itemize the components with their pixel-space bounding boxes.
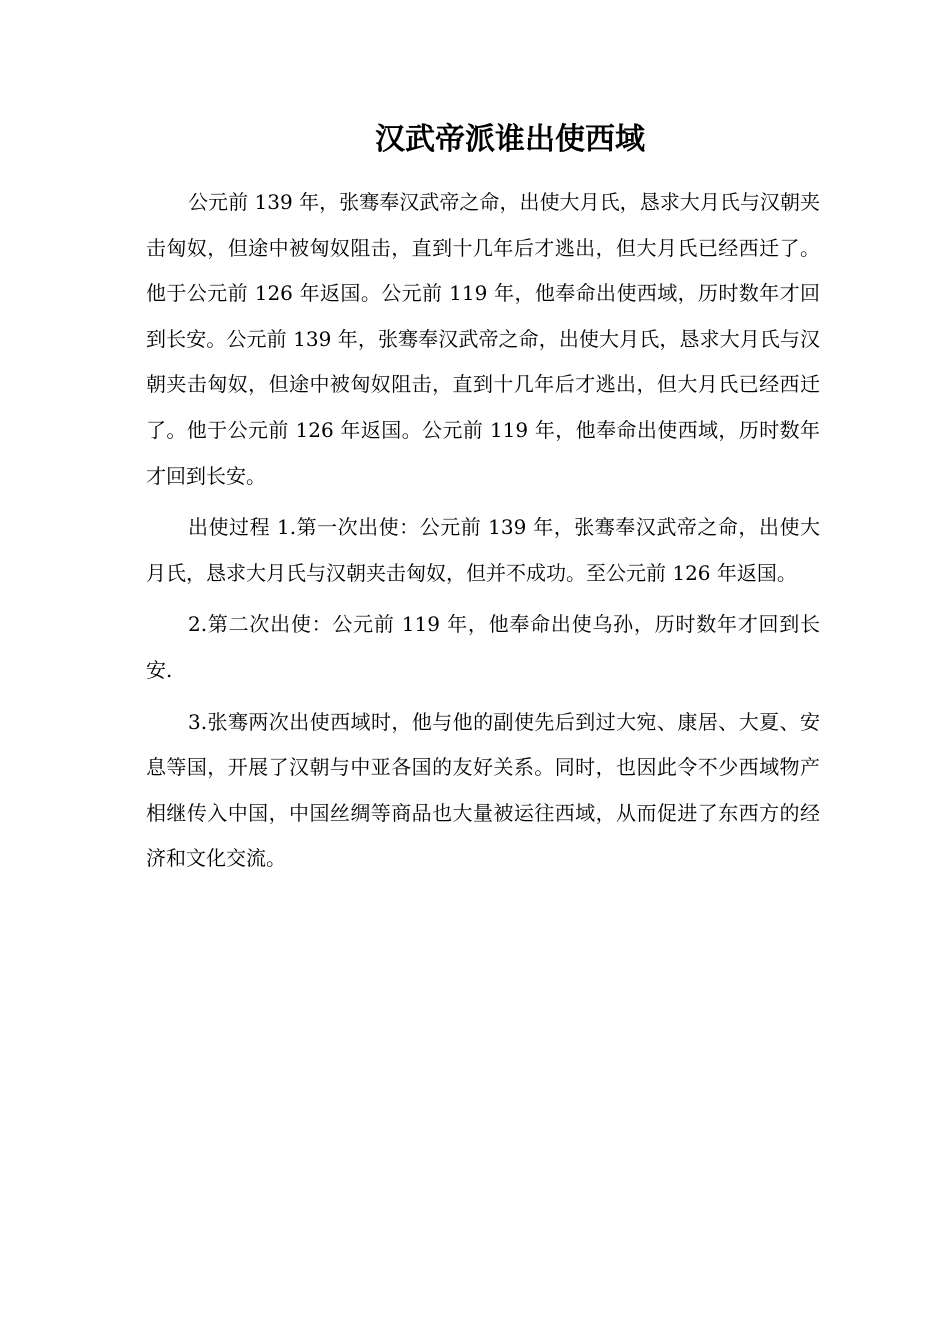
paragraph-significance: 3.张骞两次出使西域时，他与他的副使先后到过大宛、康居、大夏、安息等国，开展了汉朝与中亚各国的友好关系。同时，也因此令不少西域物产相继传入中国，中国丝绸等商品也大量被运往西域，从而促进了东西方的经济和文化交流。 [146, 709, 820, 871]
document-title: 汉武帝派谁出使西域 [375, 122, 645, 157]
paragraph-first-mission: 出使过程 1.第一次出使：公元前 139 年，张骞奉汉武帝之命，出使大月氏，恳求大月氏与汉朝夹击匈奴，但并不成功。至公元前 126 年返国。 [146, 515, 820, 585]
paragraph-second-mission: 2.第二次出使：公元前 119 年，他奉命出使乌孙，历时数年才回到长安. [146, 612, 820, 682]
document-body [146, 180, 820, 888]
paragraph-overview: 公元前 139 年，张骞奉汉武帝之命，出使大月氏，恳求大月氏与汉朝夹击匈奴，但途中被匈奴阻击，直到十几年后才逃出，但大月氏已经西迁了。他于公元前 126 年返国。公元前 119 年，他奉命出使西域，历时数年才回到长安。公元前 139 年，张骞奉汉武帝之命，出使大月氏，恳求大月氏与汉朝夹击匈奴，但途中被匈奴阻击，直到十几年后才逃出，但大月氏已经西迁了。他于公元前 126 年返国。公元前 119 年，他奉命出使西域，历时数年才回到长安。 [146, 190, 820, 488]
